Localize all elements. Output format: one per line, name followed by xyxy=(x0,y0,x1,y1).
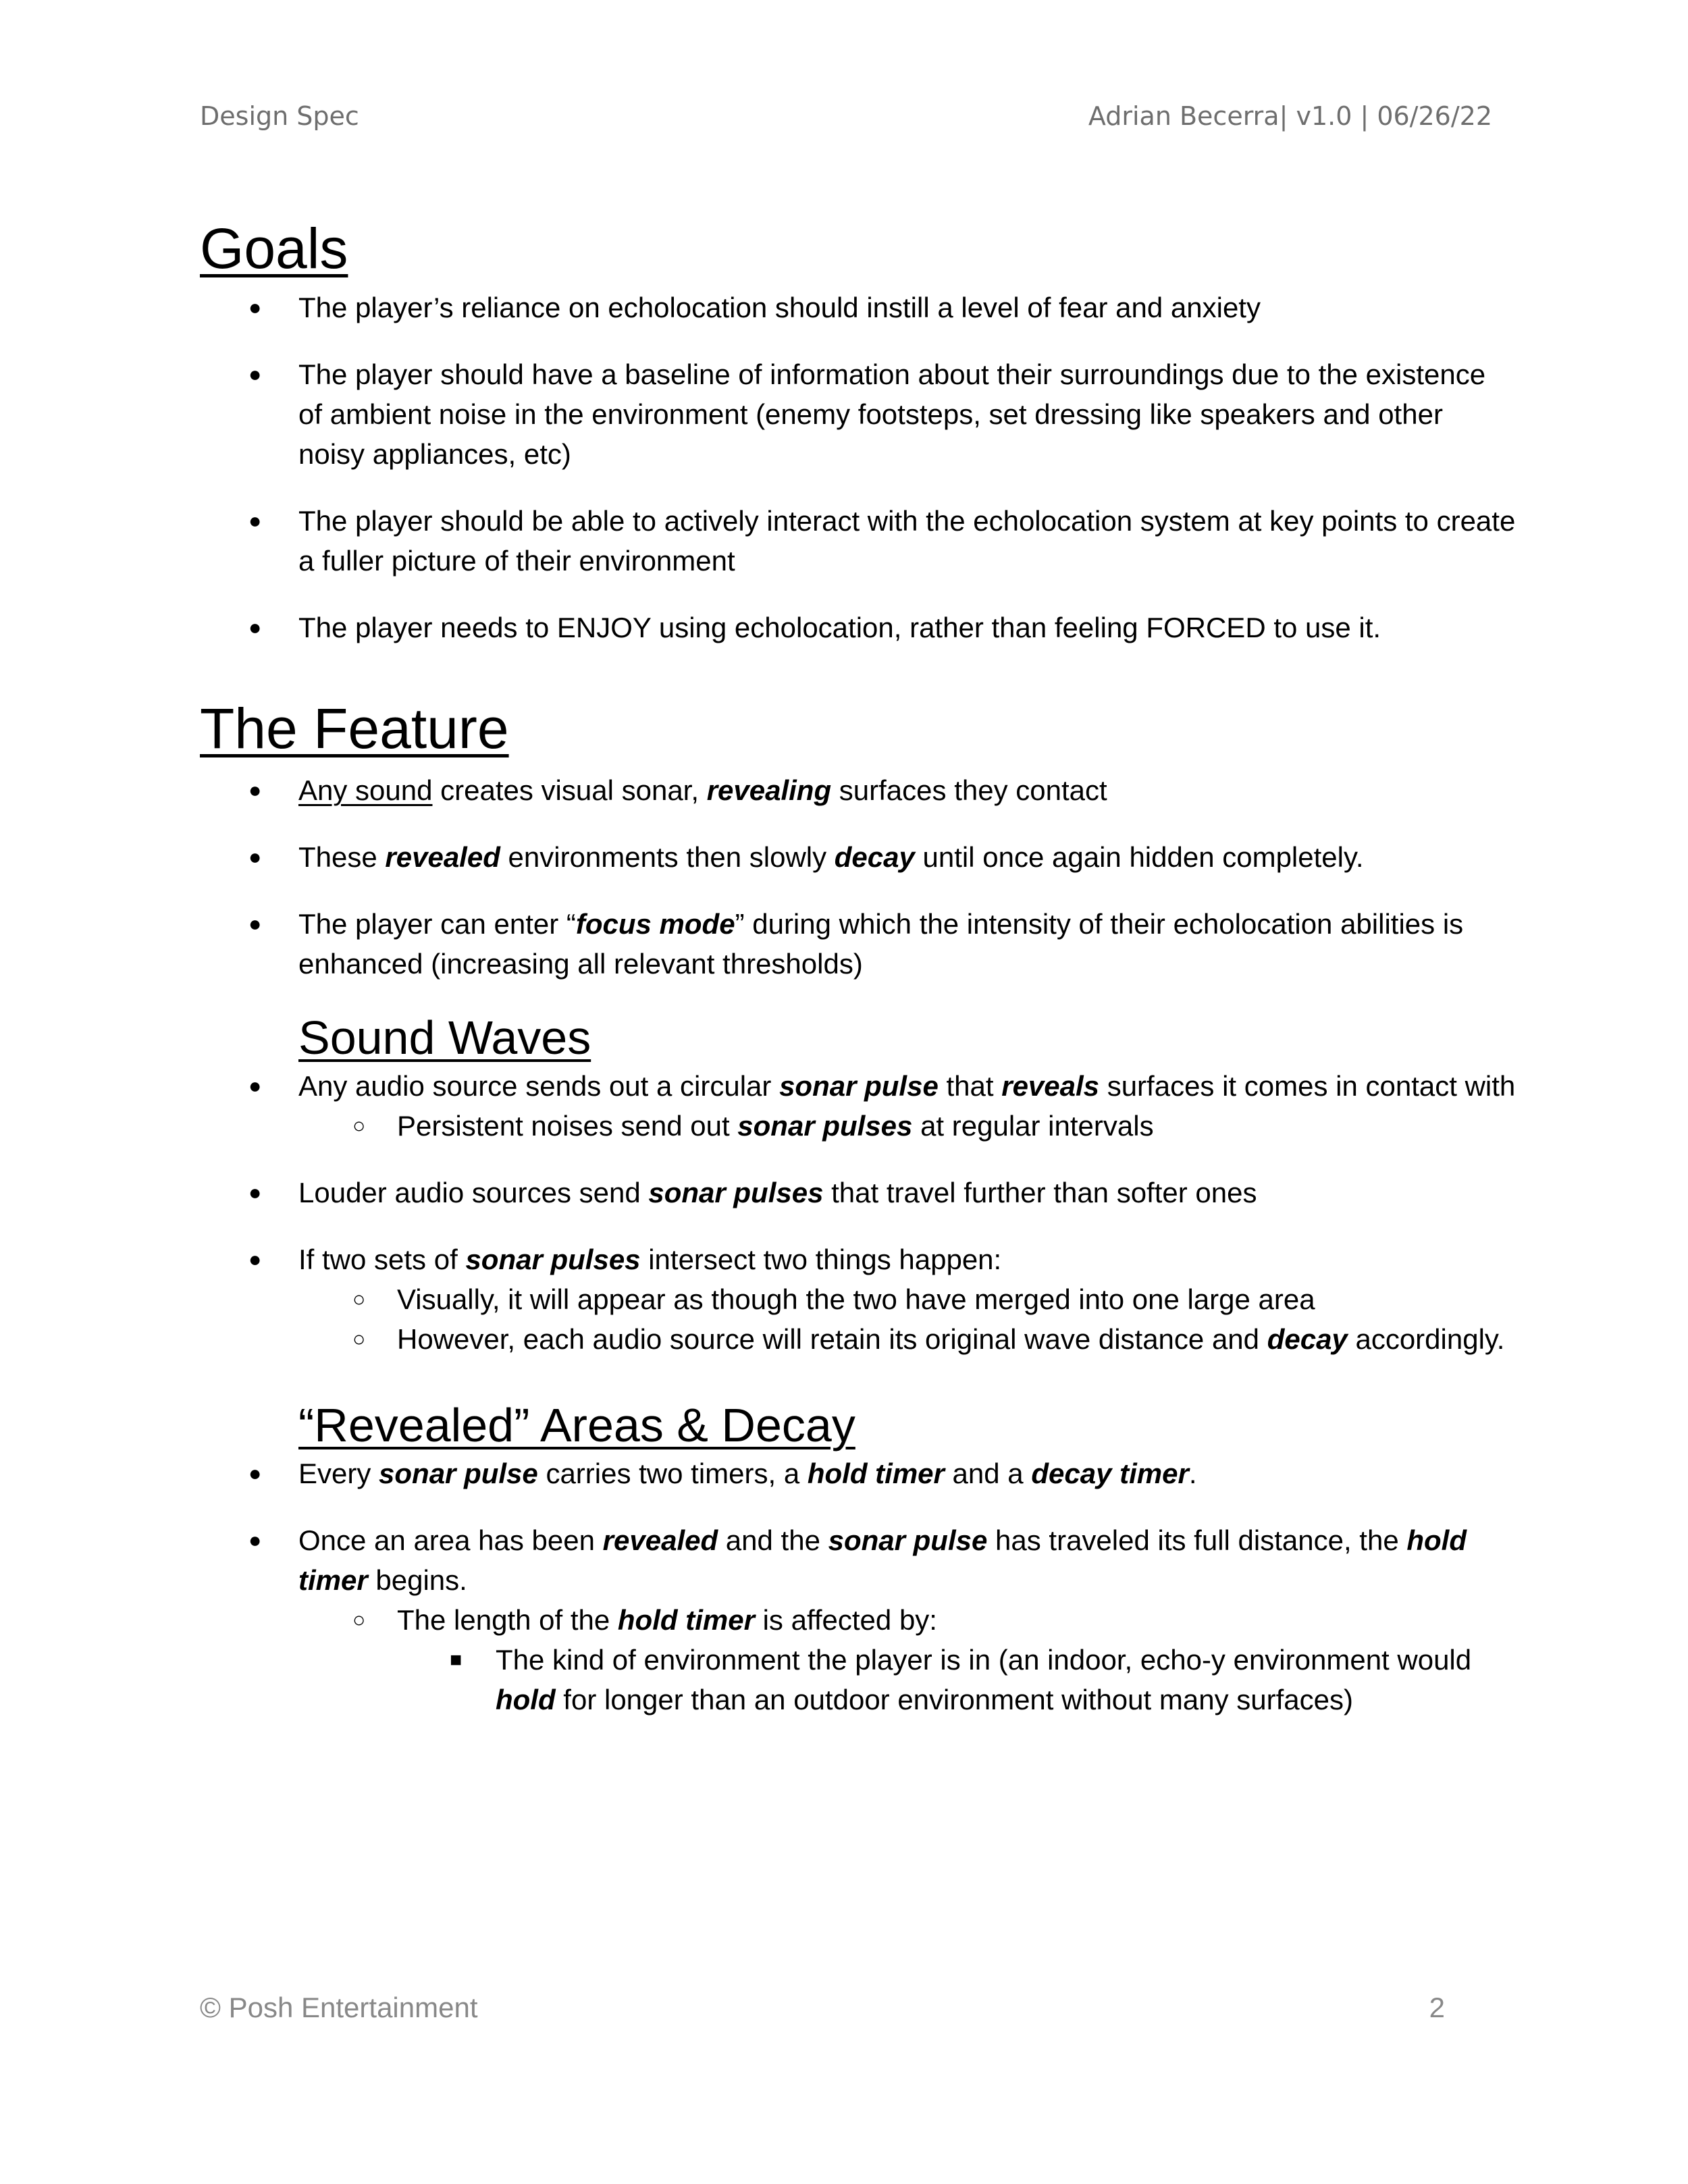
sound-waves-sublist xyxy=(298,1106,1516,1146)
sound-waves-item: ● Louder audio sources send sonar pulses that travel further than softer ones xyxy=(200,1173,1516,1213)
header-doc-type: Design Spec xyxy=(200,101,359,131)
feature-item: ● Any sound creates visual sonar, revealing surfaces they contact xyxy=(200,770,1516,810)
revealed-subitem: ○ The length of the hold timer is affected by: ■ The kind of environment the player is in (an indoor, echo-y environment would hold for longer than an outdoor environment without many surfaces) xyxy=(298,1600,1516,1720)
revealed-decay-heading: “Revealed” Areas & Decay xyxy=(298,1399,855,1451)
goals-heading: Goals xyxy=(200,217,348,280)
footer-page-number: 2 xyxy=(1429,1992,1445,2023)
sound-waves-heading: Sound Waves xyxy=(298,1011,591,1064)
sound-waves-sublist xyxy=(298,1279,1516,1359)
sound-waves-item: ● If two sets of sonar pulses intersect two things happen: ○ Visually, it will appear as though the two have merged into one large area ○ However, each audio source will retain its original wave distance and decay accordingly. xyxy=(200,1240,1516,1359)
sound-waves-subitem: ○ Persistent noises send out sonar pulses at regular intervals xyxy=(298,1106,1516,1146)
document-body xyxy=(200,216,1516,1720)
feature-heading: The Feature xyxy=(200,697,509,760)
goal-item: ● The player’s reliance on echolocation should instill a level of fear and anxiety xyxy=(200,288,1516,327)
header-author-version-date: Adrian Becerra| v1.0 | 06/26/22 xyxy=(1088,101,1492,131)
revealed-item: ● Every sonar pulse carries two timers, a hold timer and a decay timer. xyxy=(200,1454,1516,1493)
revealed-list xyxy=(200,1454,1516,1720)
revealed-sublist xyxy=(298,1600,1516,1720)
sound-waves-subitem: ○ Visually, it will appear as though the two have merged into one large area xyxy=(298,1279,1516,1319)
any-sound-link-text: Any sound xyxy=(298,774,433,806)
sound-waves-list xyxy=(200,1066,1516,1359)
revealed-item: ● Once an area has been revealed and the sonar pulse has traveled its full distance, the hold timer begins. ○ The length of the hold timer is affected by: ■ The kind of environment the player is in (an indoor, echo-y environment would hold for longer than an outdoor environment without many surfaces) xyxy=(200,1520,1516,1720)
revealed-subsublist xyxy=(397,1640,1516,1720)
feature-item: ● The player can enter “focus mode” during which the intensity of their echolocation abilities is enhanced (increasing all relevant thresholds) xyxy=(200,904,1516,984)
sound-waves-subitem: ○ However, each audio source will retain its original wave distance and decay accordingly. xyxy=(298,1319,1516,1359)
footer-copyright: © Posh Entertainment xyxy=(200,1992,478,2023)
goal-item: ● The player needs to ENJOY using echolocation, rather than feeling FORCED to use it. xyxy=(200,608,1516,647)
feature-list xyxy=(200,770,1516,984)
goal-item: ● The player should be able to actively interact with the echolocation system at key points to create a fuller picture of their environment xyxy=(200,501,1516,581)
feature-item: ● These revealed environments then slowly decay until once again hidden completely. xyxy=(200,837,1516,877)
goal-item: ● The player should have a baseline of information about their surroundings due to the existence of ambient noise in the environment (enemy footsteps, set dressing like speakers and other noisy appliances, etc) xyxy=(200,354,1516,474)
revealed-subsubitem: ■ The kind of environment the player is in (an indoor, echo-y environment would hold for longer than an outdoor environment without many surfaces) xyxy=(397,1640,1516,1720)
sound-waves-item: ● Any audio source sends out a circular sonar pulse that reveals surfaces it comes in contact with ○ Persistent noises send out sonar pulses at regular intervals xyxy=(200,1066,1516,1146)
goals-list xyxy=(200,288,1516,647)
